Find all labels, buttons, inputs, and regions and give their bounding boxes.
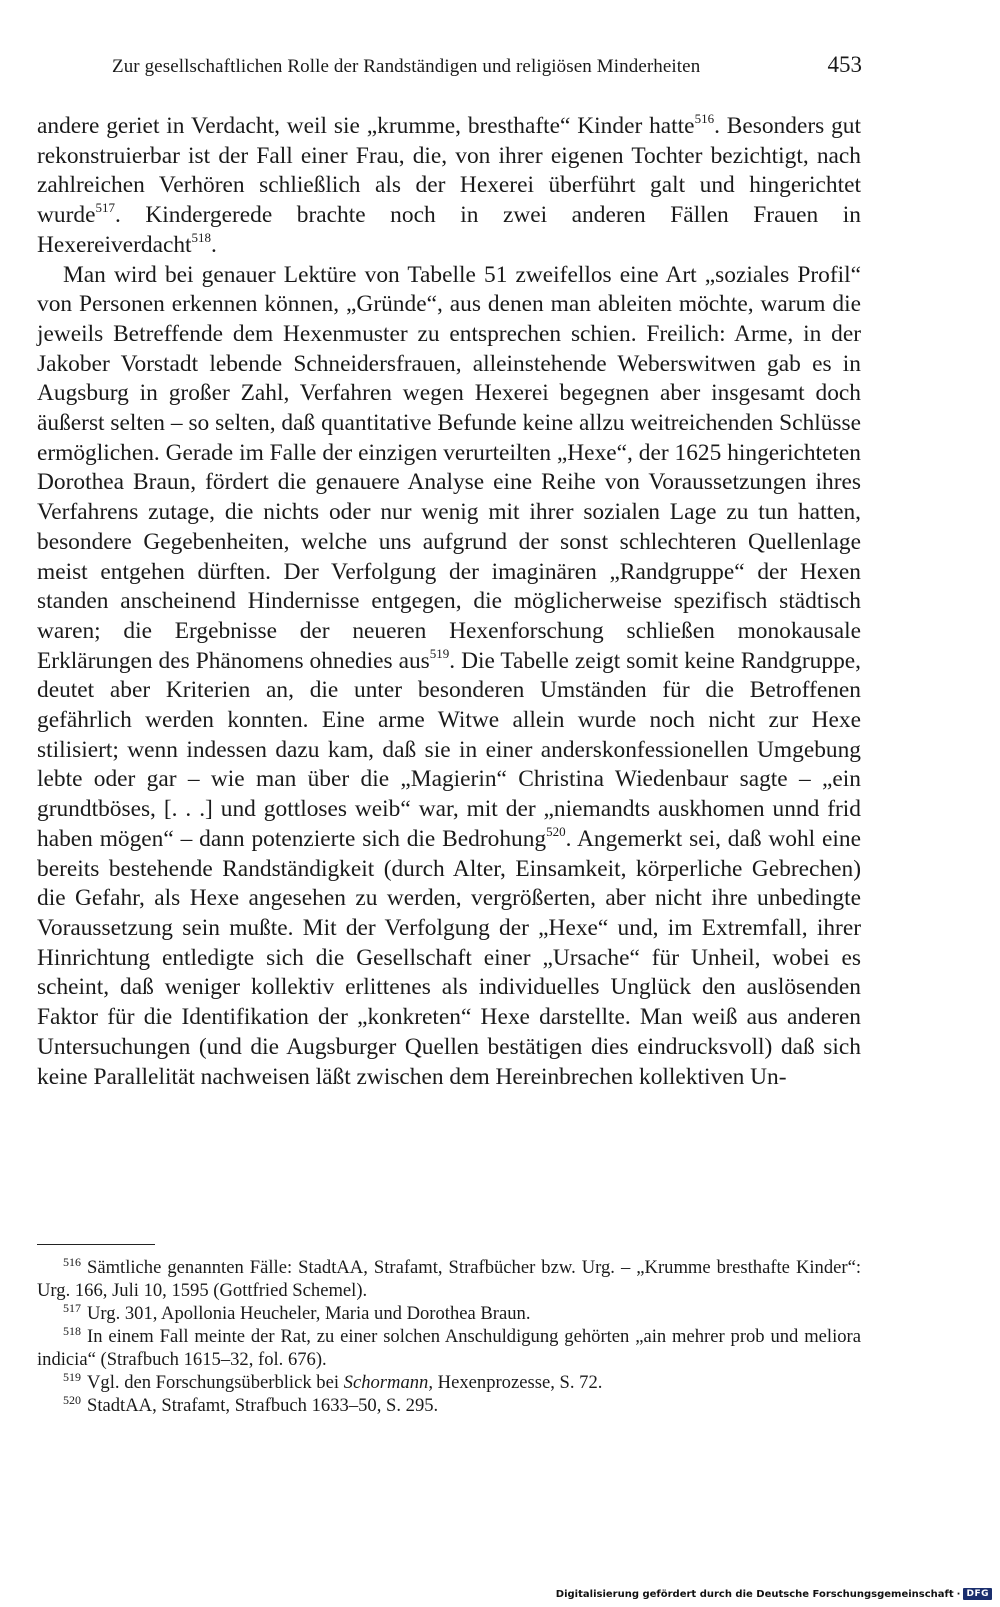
text-run: andere geriet in Verdacht, weil sie „krumme, bresthafte“ Kinder hatte (37, 113, 695, 139)
footnote-number: 518 (63, 1323, 81, 1338)
footnote-ref: 517 (95, 200, 115, 216)
text-run: Man wird bei genauer Lektüre von Tabelle 51 zweifellos eine Art „soziales Profil“ von Personen erkennen können, „Gründe“, aus denen man ableiten möchte, warum die jeweils Betreffende dem Hexenmuster zu entsprechen schien. Freilich: Arme, in der Jakober Vorstadt lebende Schneidersfrauen, alleinstehende Weberswitwen gab es in Augsburg in großer Zahl, Verfahren wegen Hexerei begegnen aber insgesamt doch äußerst selten – so selten, daß quantitative Befunde keine allzu weitreichenden Schlüsse ermöglichen. Gerade im Falle der einzigen verurteilten „Hexe“, der 1625 hingerichteten Dorothea Braun, fördert die genauere Analyse eine Reihe von Voraussetzungen ihres Verfahrens zutage, die nichts oder nur wenig mit ihrer sozialen Lage zu tun hatten, besondere Gegebenheiten, welche uns aufgrund der sonst schlechteren Quellenlage meist entgehen dürften. Der Verfolgung der imaginären „Randgruppe“ der Hexen standen anscheinend Hindernisse entgegen, die möglicherweise spezifisch städtisch waren; die Ergebnisse der neueren Hexenforschung schließen monokausale Erklärungen des Phänomens ohnedies aus (37, 261, 861, 674)
footnote-ref: 520 (546, 824, 566, 840)
footnote-number: 517 (63, 1300, 81, 1315)
text-run: . Angemerkt sei, daß wohl eine bereits bestehende Randständigkeit (durch Alter, Einsamkeit, körperliche Gebrechen) die Gefahr, als Hexe angesehen zu werden, vergrößerten, aber nicht ihre unbedingte Voraussetzung sein mußte. Mit der Verfolgung der „Hexe“ und, im Extremfall, ihrer Hinrichtung entledigte sich die Gesellschaft einer „Ursache“ für Unheil, wobei es scheint, daß weniger kollektiv erlittenes als individuelles Unglück den auslösenden Faktor für die Identifikation der „konkreten“ Hexe darstellte. Man weiß aus anderen Untersuchungen (und die Augsburger Quellen bestätigen dies eindrucksvoll) daß sich keine Parallelität nachweisen läßt zwischen dem Hereinbrechen kollektiven Un- (37, 825, 861, 1090)
footnote-separator (37, 1244, 155, 1245)
footnote (37, 1325, 861, 1371)
footnote (37, 1302, 861, 1325)
footnote (37, 1371, 861, 1394)
text-run: Hexenprozesse, S. 72. (433, 1372, 603, 1393)
footnote-ref: 518 (191, 230, 212, 246)
footnote-number: 519 (63, 1369, 81, 1384)
running-title: Zur gesellschaftlichen Rolle der Randständigen und religiösen Minderheiten (112, 56, 701, 77)
footnote (37, 1256, 861, 1302)
running-header (112, 52, 862, 86)
text-run: Vgl. den Forschungsüberblick bei (87, 1372, 344, 1393)
text-run: Urg. 301, Apollonia Heucheler, Maria und Dorothea Braun. (87, 1303, 531, 1324)
page-number: 453 (827, 52, 862, 77)
footnote-ref: 519 (429, 645, 450, 661)
paragraph (37, 261, 861, 1093)
body-text (37, 112, 861, 1092)
text-run: In einem Fall meinte der Rat, zu einer solchen Anschuldigung gehörten „ain mehrer prob und meliora indicia“ (Strafbuch 1615–32, fol. 676). (37, 1326, 861, 1370)
text-run: Sämtliche genannten Fälle: StadtAA, Strafamt, Strafbücher bzw. Urg. – „Krumme bresthafte Kinder“: Urg. 166, Juli 10, 1595 (Gottfried Schemel). (37, 1257, 861, 1301)
footnote-number: 520 (63, 1392, 81, 1407)
author-name: Schormann, (343, 1372, 434, 1393)
text-run: . Besonders gut rekonstruierbar ist der Fall einer Frau, die, von ihrer eigenen Tochter bezichtigt, nach zahlreichen Verhören schließlich als der Hexerei überführt galt und hingerichtet wurde (37, 113, 861, 229)
footnotes (37, 1256, 861, 1417)
text-run: . Kindergerede brachte noch in zwei anderen Fällen Frauen in Hexereiverdacht (37, 202, 861, 258)
digitization-notice: Digitalisierung gefördert durch die Deutsche Forschungsgemeinschaft · DFG (556, 1588, 992, 1600)
footnote (37, 1394, 861, 1417)
paragraph (37, 112, 861, 261)
text-run: . (211, 231, 217, 258)
dfg-logo-icon: DFG (963, 1588, 992, 1600)
digitization-text: Digitalisierung gefördert durch die Deutsche Forschungsgemeinschaft (555, 1588, 954, 1600)
text-run: . Die Tabelle zeigt somit keine Randgruppe, deutet aber Kriterien an, die unter besonderen Umständen für die Betroffenen gefährlich werden konnten. Eine arme Witwe allein wurde noch nicht zur Hexe stilisiert; wenn indessen dazu kam, daß sie in einer anderskonfessionellen Umgebung lebte oder gar – wie man über die „Magierin“ Christina Wiedenbaur sagte – „ein grundtböses, [. . .] und gottloses weib“ war, mit der „niemandts auskhomen unnd frid haben mögen“ – dann potenzierte sich die Bedrohung (37, 647, 861, 852)
text-run: StadtAA, Strafamt, Strafbuch 1633–50, S. 295. (87, 1395, 439, 1416)
footnote-ref: 516 (694, 111, 715, 127)
footnote-number: 516 (63, 1254, 81, 1269)
